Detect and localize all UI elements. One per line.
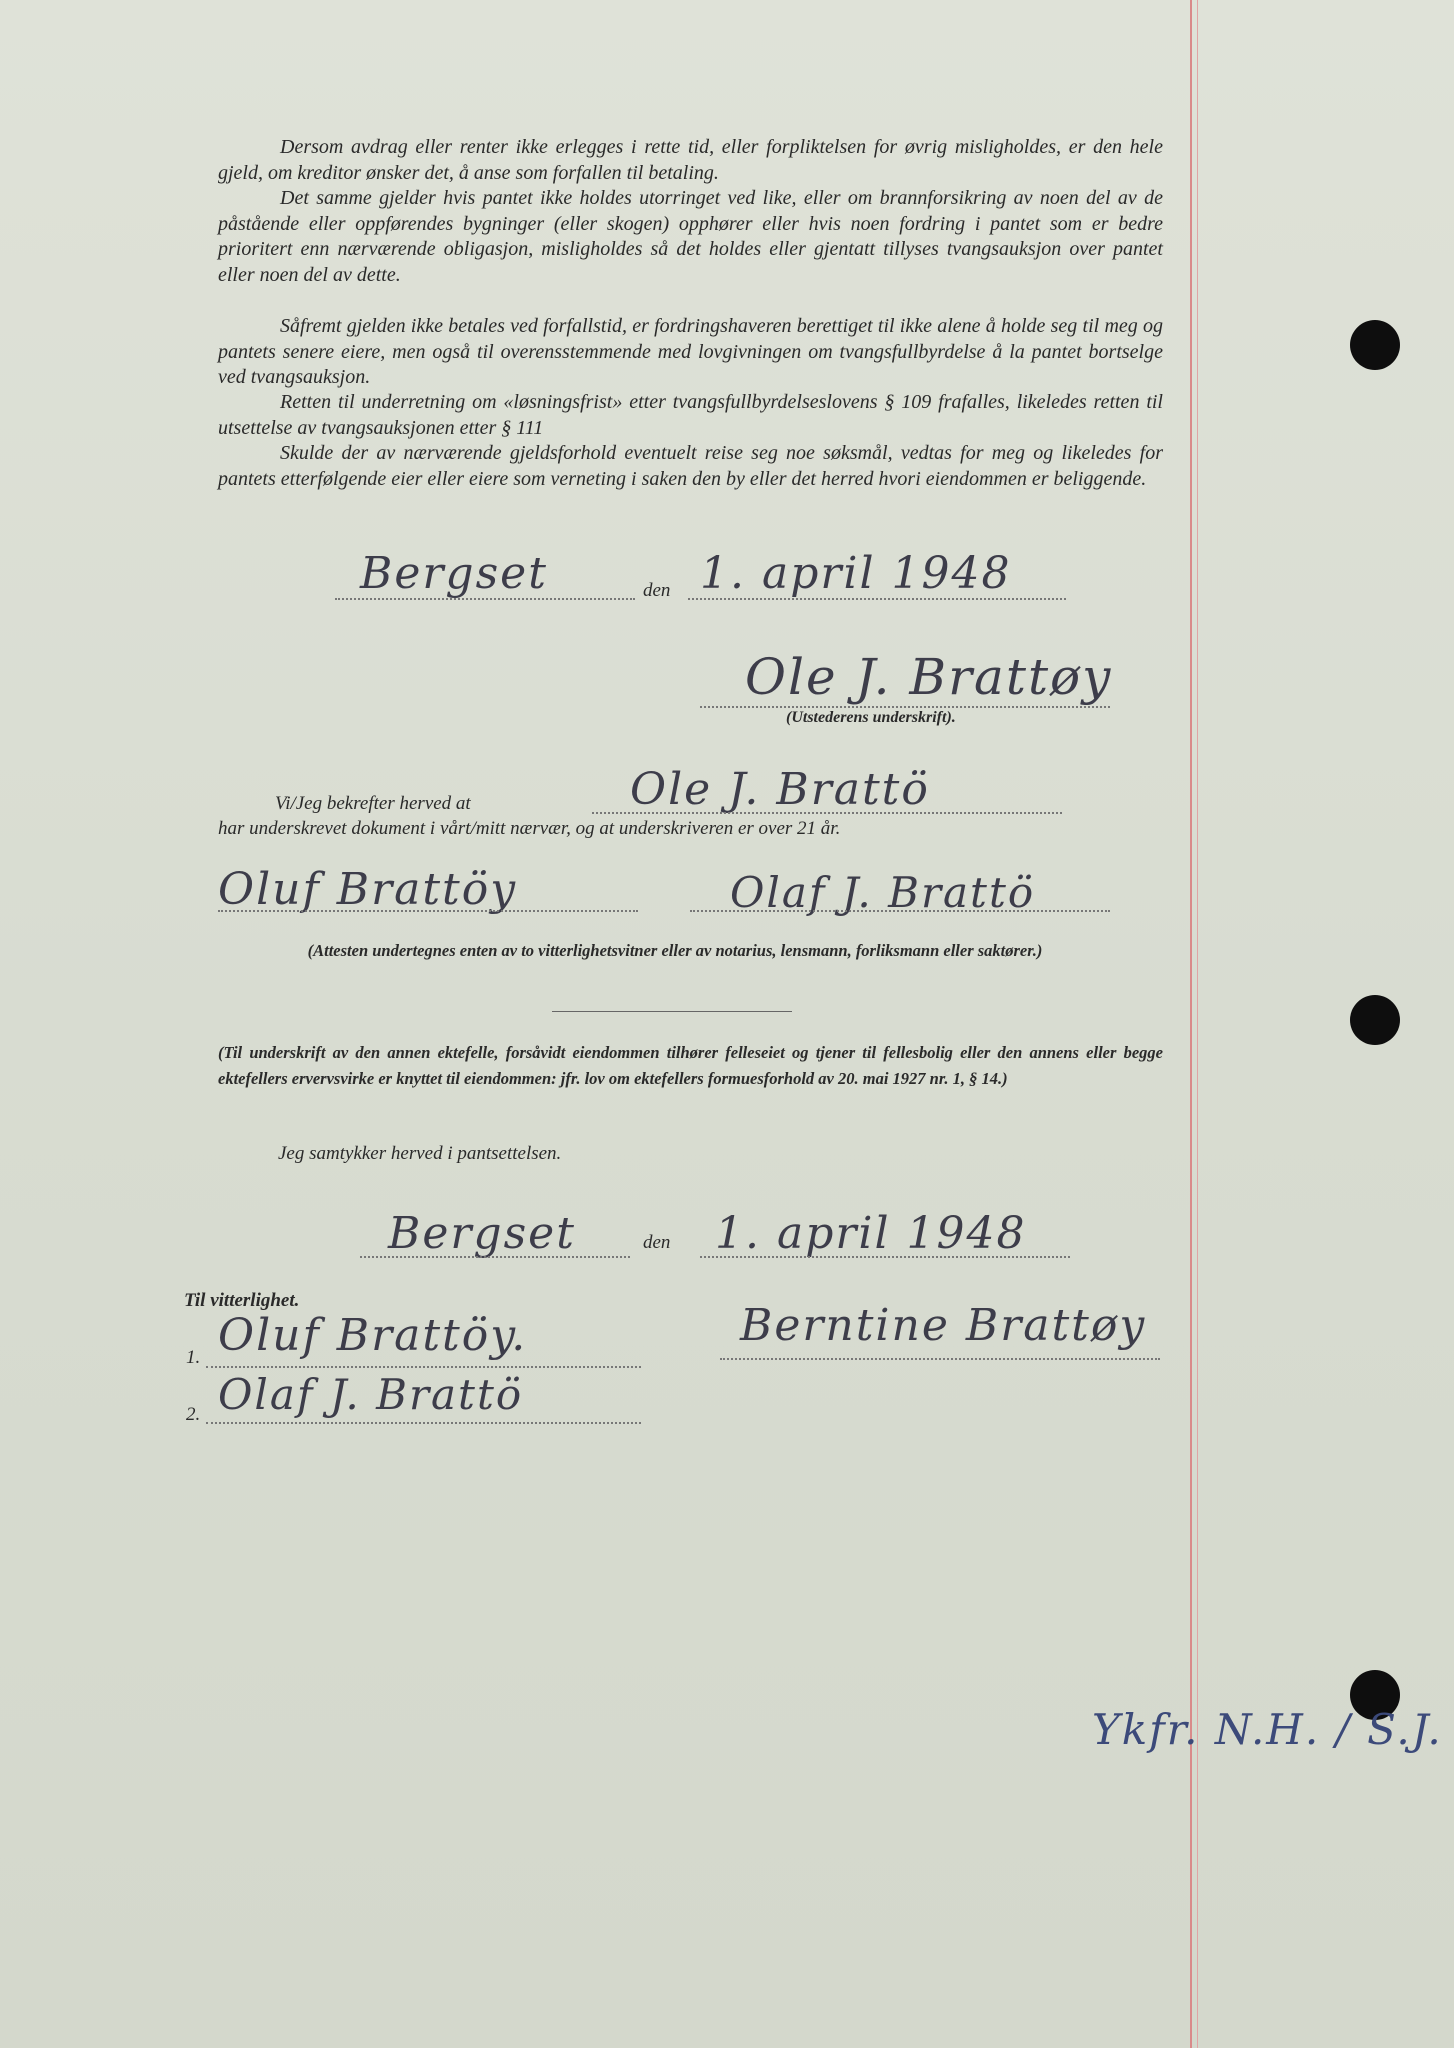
spouse-consent: Jeg samtykker herved i pantsettelsen. — [278, 1143, 562, 1164]
witness-number-2: 2. — [186, 1404, 201, 1425]
issuer-place: Bergset — [360, 548, 548, 599]
terms-paragraph-4: Retten til underretning om «løsningsfrist» etter tvangsfullbyrdelseslovens § 109 frafalles, likeledes retten til utsettelse av tvangsauksjonen etter § 111 — [218, 391, 1163, 439]
vitterlighet-label: Til vitterlighet. — [184, 1290, 300, 1311]
terms-paragraph-5: Skulde der av nærværende gjeldsforhold eventuelt reise seg noe søksmål, vedtas for meg og likeledes for pantets etterfølgende eier eller eiere som verneting i saken den by eller det herred hvori eiendommen er beliggende. — [218, 442, 1163, 490]
spouse-date-line — [700, 1256, 1070, 1258]
attest-line2: har underskrevet dokument i vårt/mitt nærvær, og at underskriveren er over 21 år. — [218, 818, 841, 839]
spouse-place: Bergset — [388, 1208, 576, 1259]
spouse-witness-1: Oluf Brattöy. — [218, 1310, 528, 1361]
spouse-witness-2: Olaf J. Brattö — [218, 1370, 524, 1419]
spouse-note: (Til underskrift av den annen ektefelle, forsåvidt eiendommen tilhører felleseiet og tjener til fellesbolig eller den annens eller begge ektefellers ervervsvirke er knyttet til eiendommen: jfr. lov om ektefellers formuesforhold av 20. mai 1927 nr. 1, § 14.) — [218, 1043, 1163, 1088]
divider — [552, 1011, 792, 1012]
issuer-signature: Ole J. Brattøy — [745, 648, 1113, 706]
attest-prefix: Vi/Jeg bekrefter herved at — [275, 793, 471, 814]
punch-hole — [1350, 320, 1400, 370]
witness-1-line — [218, 910, 638, 912]
spouse-witness-1-line — [206, 1366, 641, 1368]
spouse-den-label: den — [643, 1232, 671, 1253]
witness-number-1: 1. — [186, 1347, 201, 1368]
spouse-witness-2-line — [206, 1422, 641, 1424]
attest-name: Ole J. Brattö — [630, 764, 930, 815]
attest-name-line — [592, 812, 1062, 814]
issuer-date: 1. april 1948 — [700, 548, 1012, 599]
spouse-place-line — [360, 1256, 630, 1258]
terms-paragraph-2: Det samme gjelder hvis pantet ikke holdes utorringet ved like, eller om brannforsikring av noen del av de påstående eller oppførendes bygninger (eller skogen) opphører eller hvis noen fordring i pantet som er bedre prioritert enn nærværende obligasjon, misligholdes så det holdes eller gjentatt tillyses tvangsauksjon over pantet eller noen del av dette. — [218, 187, 1163, 286]
attest-witness-2: Olaf J. Brattö — [730, 868, 1036, 917]
spouse-date: 1. april 1948 — [715, 1208, 1027, 1259]
date-line — [688, 598, 1066, 600]
terms-paragraph-3: Såfremt gjelden ikke betales ved forfallstid, er fordringshaveren berettiget til ikke alene å holde seg til meg og pantets senere eiere, men også til overensstemmende med lovgivningen om tvangsfullbyrdelse å la pantet bortselge ved tvangsauksjon. — [218, 315, 1163, 388]
den-label: den — [643, 580, 671, 601]
spouse-signature: Berntine Brattøy — [740, 1300, 1147, 1351]
punch-hole — [1350, 995, 1400, 1045]
spouse-signature-line — [720, 1358, 1160, 1360]
witness-2-line — [690, 910, 1110, 912]
place-line — [335, 598, 635, 600]
terms-paragraph-1: Dersom avdrag eller renter ikke erlegges i rette tid, eller forpliktelsen for øvrig misligholdes, er den hele gjeld, om kreditor ønsker det, å anse som forfallen til betaling. — [218, 136, 1163, 184]
corner-note: Ykfr. N.H. / S.J. — [1092, 1705, 1443, 1754]
signature-line — [700, 706, 1110, 708]
attest-note: (Attesten undertegnes enten av to vitterlighetsvitner eller av notarius, lensmann, forliksmann eller saktører.) — [307, 941, 1043, 960]
signature-caption: (Utstederens underskrift). — [786, 709, 956, 726]
attest-witness-1: Oluf Brattöy — [218, 864, 518, 915]
